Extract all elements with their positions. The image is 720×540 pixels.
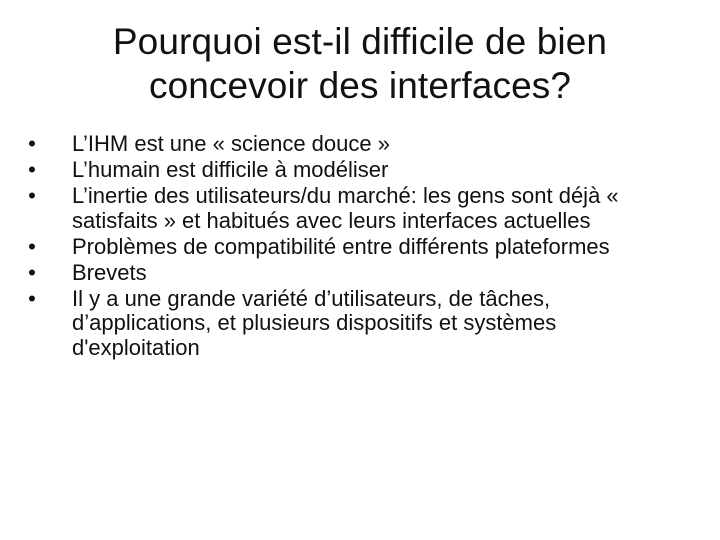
bullet-icon: • [28, 286, 36, 312]
bullet-icon: • [28, 233, 36, 259]
bullet-item-2 [18, 158, 678, 182]
slide-title-line-1: Pourquoi est-il difficile de bien [112, 21, 608, 62]
bullet-text-1: L’IHM est une « science douce » [72, 131, 390, 156]
bullet-text-5: Brevets [72, 260, 147, 286]
bullet-icon: • [28, 183, 36, 209]
bullet-item-5 [18, 261, 678, 285]
bullet-item-6 [18, 287, 678, 360]
bullet-item-4 [18, 235, 678, 259]
bullet-text-4: Problèmes de compatibilité entre différents plateformes [72, 233, 610, 259]
bullet-icon: • [28, 131, 36, 156]
bullet-text-2: L’humain est difficile à modéliser [72, 157, 389, 183]
bullet-list [18, 132, 678, 362]
bullet-text-3: L’inertie des utilisateurs/du marché: les gens sont déjà « satisfaits » et habitués avec leurs interfaces actuelles [72, 183, 619, 233]
bullet-item-3 [18, 184, 678, 232]
bullet-icon: • [28, 260, 36, 286]
bullet-item-1 [18, 132, 678, 156]
bullet-icon: • [28, 157, 36, 183]
bullet-text-6: Il y a une grande variété d’utilisateurs, de tâches, d’applications, et plusieurs dispositifs et systèmes d'exploitation [72, 286, 557, 360]
slide-title [50, 20, 670, 108]
slide-title-line-2: concevoir des interfaces? [148, 65, 572, 106]
